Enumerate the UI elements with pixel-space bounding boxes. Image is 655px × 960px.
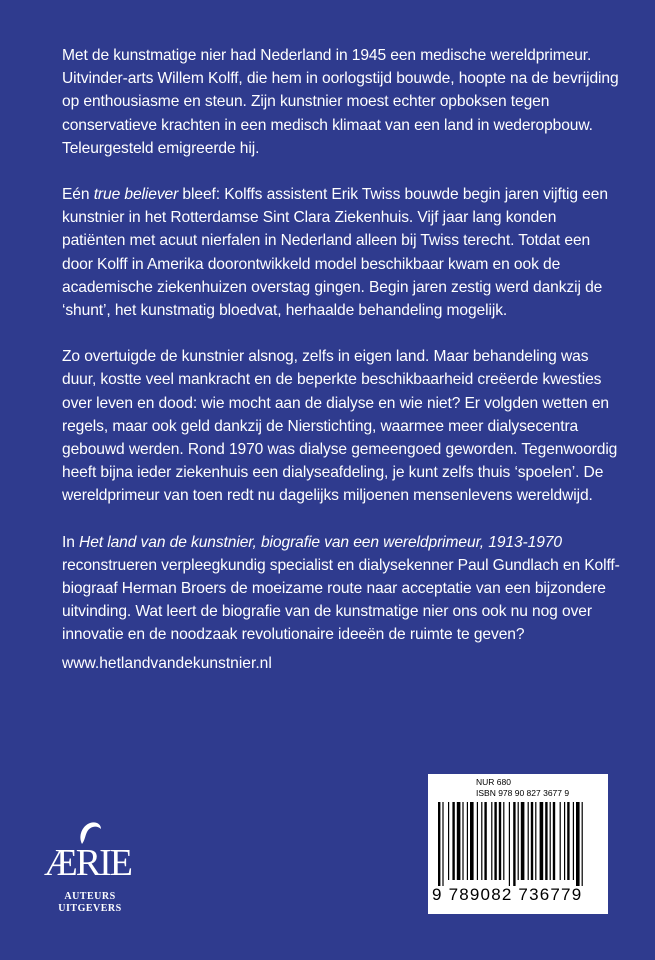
paragraph-2 bbox=[62, 183, 622, 322]
paragraph-4-title: Het land van de kunstnier, biografie van een wereldprimeur, 1913-1970 bbox=[79, 533, 562, 551]
paragraph-2-emphasis: true believer bbox=[93, 186, 179, 204]
logo-wordmark: ÆRIE bbox=[44, 842, 131, 884]
paragraph-3: Zo overtuigde de kunstnier alsnog, zelfs in eigen land. Maar behandeling was duur, kostte veel mankracht en de beperkte beschikbaarheid creëerde kwesties over leven en dood: wie mocht aan de dialyse en wie niet? Er volgden wetten en regels, maar ook geld dankzij de Nierstichting, waarmee meer dialysecentra gebouwd werden. Rond 1970 was dialyse gemeengoed geworden. Tegenwoordig heeft bijna ieder ziekenhuis een dialyseafdeling, je kunt zelfs thuis ‘spoelen’. De wereldprimeur van toen redt nu dagelijks miljoenen mensenlevens wereldwijd. bbox=[62, 348, 618, 505]
paragraph-4 bbox=[62, 531, 622, 647]
logo-line-1: AUTEURS bbox=[64, 891, 116, 902]
paragraph-1: Met de kunstmatige nier had Nederland in 1945 een medische wereldprimeur. Uitvinder-arts Willem Kolff, die hem in oorlogstijd bouwde, hoopte na de bevrijding op enthousiasme en steun. Zijn kunstnier moest echter opboksen tegen conservatieve krachten in een medisch klimaat van een land in wederopbouw. Teleurgesteld emigreerde hij. bbox=[62, 47, 619, 157]
paragraph-2-rest: bleef: Kolffs assistent Erik Twiss bouwde begin jaren vijftig een kunstnier in het Rotterdamse Sint Clara Ziekenhuis. Vijf jaar lang konden patiënten met acuut nierfalen in Nederland alleen bij Twiss terecht. Totdat een door Kolff in Amerika doorontwikkeld model beschikbaar kwam en ook de academische ziekenhuizen overstag gingen. Begin jaren zestig werd dankzij de ‘shunt’, het kunstmatig bloedvat, herhaalde behandeling mogelijk. bbox=[62, 186, 608, 320]
logo-line-2: UITGEVERS bbox=[58, 903, 122, 914]
paragraph-2-start: Eén bbox=[62, 186, 94, 204]
isbn-barcode-box bbox=[428, 774, 608, 914]
barcode-icon bbox=[434, 802, 602, 886]
paragraph-4-start: In bbox=[62, 533, 80, 551]
barcode-digits: 9 789082 736779 bbox=[432, 885, 583, 904]
publisher-logo bbox=[34, 820, 154, 930]
website-url[interactable]: www.hetlandvandekunstnier.nl bbox=[62, 655, 272, 672]
paragraph-4-rest: reconstrueren verpleegkundig specialist en dialysekenner Paul Gundlach en Kolff-biograaf Herman Broers de moeizame route naar acceptatie van een bijzondere uitvinding. Wat leert de biografie van de kunstmatige nier ons ook nu nog over innovatie en de noodzaak revolutionaire ideeën de ruimte te geven? bbox=[62, 556, 620, 644]
isbn-number: ISBN 978 90 827 3677 9 bbox=[476, 788, 570, 798]
blurb-text bbox=[62, 44, 622, 670]
nur-code: NUR 680 bbox=[476, 777, 511, 787]
